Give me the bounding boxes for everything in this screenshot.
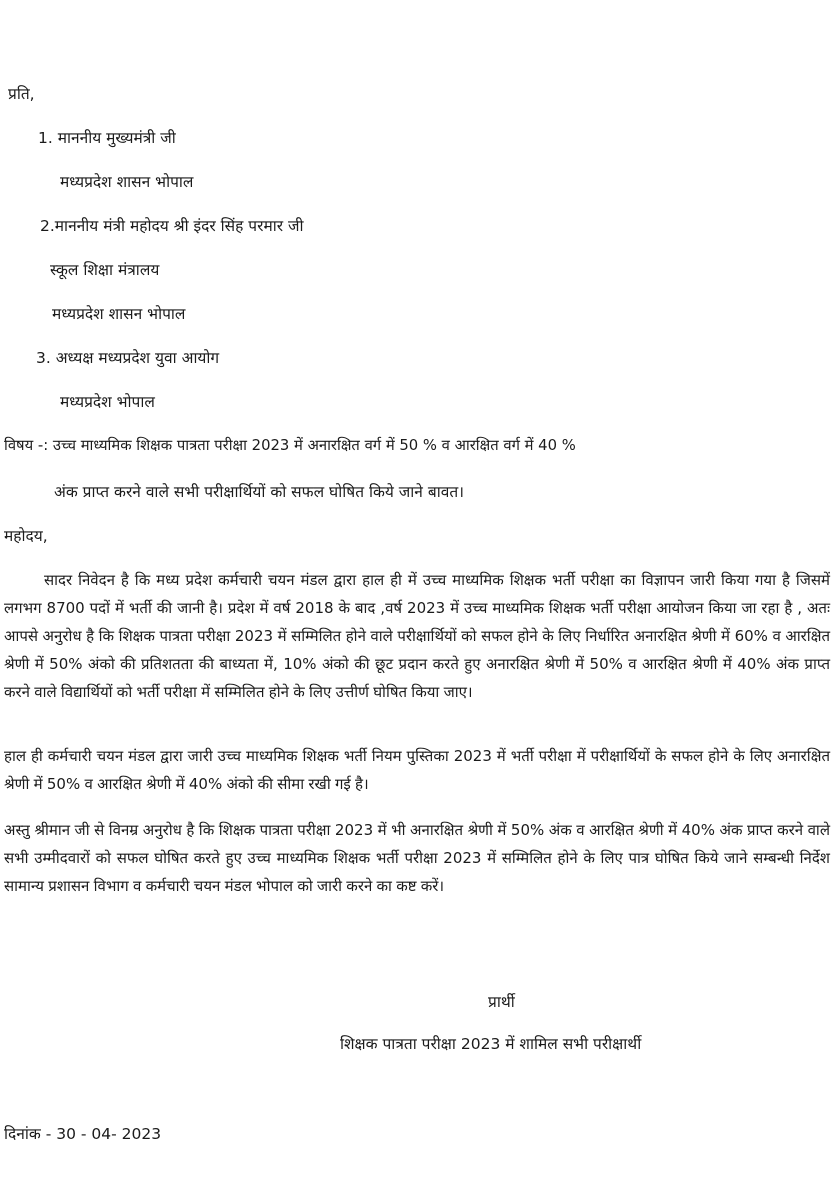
- salutation-to: प्रति,: [8, 85, 35, 103]
- subject-line-1: विषय -: उच्च माध्यमिक शिक्षक पात्रता परीक्षा 2023 में अनारक्षित वर्ग में 50 % व आरक्षित वर्ग में 40 %: [4, 437, 576, 454]
- signature-name: शिक्षक पात्रता परीक्षा 2023 में शामिल सभी परीक्षार्थी: [340, 1035, 642, 1053]
- recipient-2-ministry: स्कूल शिक्षा मंत्रालय: [50, 261, 160, 279]
- recipient-2-office: मध्यप्रदेश शासन भोपाल: [52, 305, 186, 323]
- recipient-3-office: मध्यप्रदेश भोपाल: [60, 393, 155, 411]
- subject-line-2: अंक प्राप्त करने वाले सभी परीक्षार्थियों को सफल घोषित किये जाने बावत।: [54, 483, 465, 501]
- recipient-1-title: 1. माननीय मुख्यमंत्री जी: [38, 129, 176, 147]
- body-paragraph-3: अस्तु श्रीमान जी से विनम्र अनुरोध है कि शिक्षक पात्रता परीक्षा 2023 में भी अनारक्षित श्रेणी में 50% अंक व आरक्षित श्रेणी में 40% अंक प्राप्त करने वाले सभी उम्मीदवारों को सफल घोषित करते हुए उच्च माध्यमिक शिक्षक भर्ती परीक्षा 2023 में सम्मिलित होने के लिए पात्र घोषित किये जाने सम्बन्धी निर्देश सामान्य प्रशासन विभाग व कर्मचारी चयन मंडल भोपाल को जारी करने का कष्ट करें।: [4, 821, 830, 895]
- body-paragraph-1: [4, 566, 830, 706]
- recipient-2-title: 2.माननीय मंत्री महोदय श्री इंदर सिंह परमार जी: [40, 217, 304, 235]
- recipient-3-title: 3. अध्यक्ष मध्यप्रदेश युवा आयोग: [36, 349, 220, 367]
- body-paragraph-1-text: सादर निवेदन है कि मध्य प्रदेश कर्मचारी चयन मंडल द्वारा हाल ही में उच्च माध्यमिक शिक्षक भर्ती परीक्षा का विज्ञापन जारी किया गया है जिसमें लगभग 8700 पदों में भर्ती की जानी है। प्रदेश में वर्ष 2018 के बाद ,वर्ष 2023 में उच्च माध्यमिक शिक्षक भर्ती परीक्षा आयोजन किया जा रहा है , अतः आपसे अनुरोध है कि शिक्षक पात्रता परीक्षा 2023 में सम्मिलित होने वाले परीक्षार्थियों को सफल होने के लिए निर्धारित अनारक्षित श्रेणी में 60% व आरक्षित श्रेणी में 50% अंको की प्रतिशतता की बाध्यता में, 10% अंको की छूट प्रदान करते हुए अनारक्षित श्रेणी में 50% व आरक्षित श्रेणी में 40% अंक प्राप्त करने वाले विद्यार्थियों को भर्ती परीक्षा में सम्मिलित होने के लिए उत्तीर्ण घोषित किया जाए।: [4, 571, 830, 701]
- body-paragraph-2: हाल ही कर्मचारी चयन मंडल द्वारा जारी उच्च माध्यमिक शिक्षक भर्ती नियम पुस्तिका 2023 में भर्ती परीक्षा में परीक्षार्थियों के सफल होने के लिए अनारक्षित श्रेणी में 50% व आरक्षित श्रेणी में 40% अंको की सीमा रखी गई है।: [4, 747, 830, 793]
- letter-date: दिनांक - 30 - 04- 2023: [4, 1125, 162, 1143]
- recipient-1-office: मध्यप्रदेश शासन भोपाल: [60, 173, 194, 191]
- signature-label: प्रार्थी: [488, 993, 515, 1011]
- greeting: महोदय,: [4, 527, 48, 545]
